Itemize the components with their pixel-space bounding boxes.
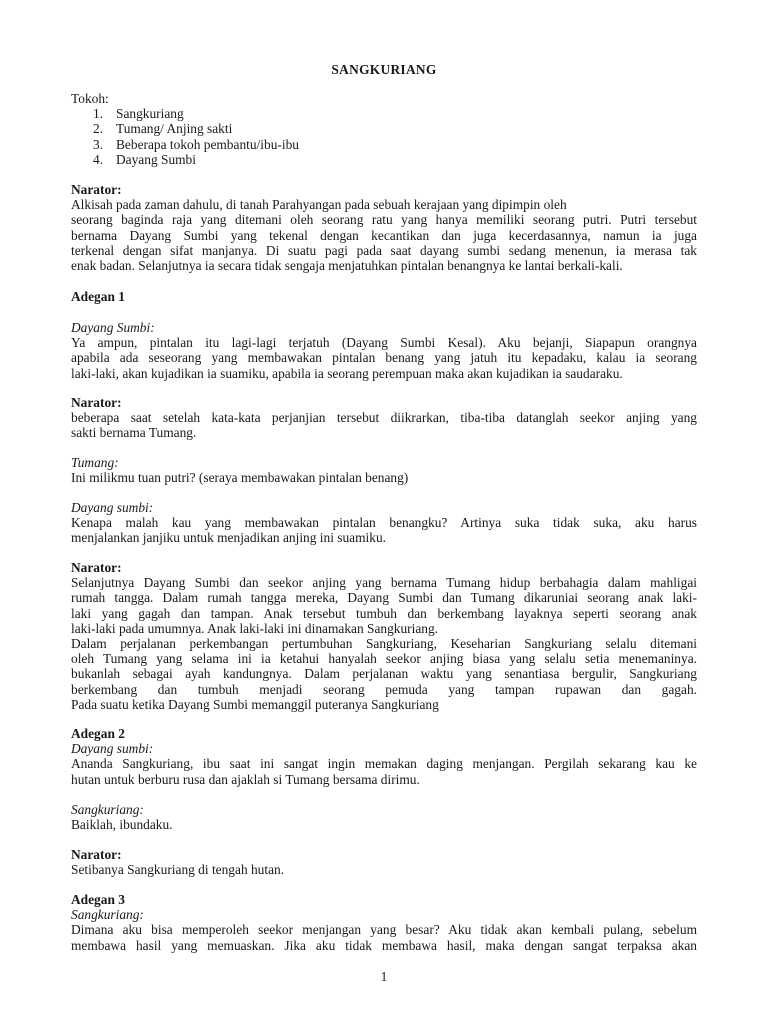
paragraph-line: seorang baginda raja yang ditemani oleh seorang ratu yang hanya memiliki seorang putri. Putri tersebut (71, 212, 697, 228)
paragraph-line: Ya ampun, pintalan itu lagi-lagi terjatuh (Dayang Sumbi Kesal). Aku bejanji, Siapapun orangnya (71, 335, 697, 351)
paragraph-line: Kenapa malah kau yang membawakan pintalan benangku? Artinya suka tidak suka, aku harus (71, 515, 697, 531)
dialogue-dayang-sumbi-2 (71, 500, 697, 546)
page-number: 1 (380, 969, 388, 984)
speaker-label: Dayang Sumbi: (71, 320, 155, 335)
narration-1 (71, 395, 697, 441)
paragraph-line: oleh Tumang yang selama ini ia ketahui hanyalah seekor anjing biasa yang selalu setia menemaninya. (71, 651, 697, 667)
narration-opening (71, 182, 697, 273)
dialogue-tumang-1 (71, 455, 697, 485)
list-item: 4. Dayang Sumbi (93, 151, 196, 167)
paragraph-line: bernama Dayang Sumbi yang tekenal dengan kecantikan dan juga kecerdasannya, namun ia juga (71, 227, 697, 243)
narration-3 (71, 847, 697, 877)
paragraph-line: bukanlah sebagai ayah kandungnya. Dalam perjalanan waktu yang senantiasa bergulir, Sangkuriang (71, 666, 697, 682)
scene-heading-1: Adegan 1 (71, 289, 125, 304)
speaker-label: Narator: (71, 847, 122, 862)
list-item: 1. Sangkuriang (93, 106, 184, 122)
paragraph-line: sakti bernama Tumang. (71, 425, 197, 441)
paragraph-line: Dalam perjalanan perkembangan pertumbuhan Sangkuriang, Keseharian Sangkuriang selalu ditemani (71, 635, 697, 651)
paragraph-line: laki-laki, akan kujadikan ia suamiku, apabila ia seorang perempuan maka akan kujadikan ia saudaraku. (71, 365, 623, 381)
scene-heading-3: Adegan 3 (71, 892, 125, 907)
speaker-label: Narator: (71, 395, 122, 410)
narration-2 (71, 560, 697, 712)
cast-list (71, 106, 697, 167)
paragraph-line: enak badan. Selanjutnya ia secara tidak sengaja menjatuhkan pintalan benangnya ke lantai berkali-kali. (71, 257, 623, 273)
speaker-label: Dayang sumbi: (71, 741, 154, 757)
paragraph-line: Ananda Sangkuriang, ibu saat ini sangat ingin memakan daging menjangan. Pergilah sekarang kau ke (71, 756, 697, 772)
paragraph-line: apabila ada seseorang yang membawakan pintalan benang yang jatuh itu kepadaku, kalau ia seorang (71, 350, 697, 366)
scene-2 (71, 726, 697, 787)
scene-heading-2: Adegan 2 (71, 726, 125, 741)
scene-3 (71, 892, 697, 953)
speaker-label: Sangkuriang: (71, 907, 144, 923)
paragraph-line: Baiklah, ibundaku. (71, 817, 173, 833)
paragraph-line: membawa hasil yang memuaskan. Jika aku tidak membawa hasil, maka dengan sangat terpaksa akan (71, 937, 697, 953)
paragraph-line: Alkisah pada zaman dahulu, di tanah Parahyangan pada sebuah kerajaan yang dipimpin oleh (71, 197, 567, 213)
paragraph-line: terkenal dengan sifat manjanya. Di suatu pagi pada saat dayang sumbi sedang menenun, ia merasa tak (71, 242, 697, 258)
dialogue-sangkuriang-1 (71, 802, 697, 832)
speaker-label: Sangkuriang: (71, 802, 144, 817)
cast-label: Tokoh: (71, 91, 109, 106)
cast-section (71, 91, 697, 167)
paragraph-line: Selanjutnya Dayang Sumbi dan seekor anjing yang bernama Tumang hidup berbahagia dalam mahligai (71, 575, 697, 591)
paragraph-line: rumah tangga. Dalam rumah tangga mereka, Dayang Sumbi dan Tumang dikaruniai seorang anak laki- (71, 590, 697, 606)
speaker-label: Tumang: (71, 455, 119, 470)
paragraph-line: berkembang dan tumbuh menjadi seorang pemuda yang tampan rupawan dan gagah. (71, 681, 697, 697)
document-page (71, 0, 697, 1024)
paragraph-line: laki-laki pada umumnya. Anak laki-laki ini dinamakan Sangkuriang. (71, 620, 439, 636)
speaker-label: Narator: (71, 560, 122, 575)
speaker-label: Dayang sumbi: (71, 500, 154, 515)
paragraph-line: Setibanya Sangkuriang di tengah hutan. (71, 862, 285, 878)
dialogue-dayang-sumbi-1 (71, 320, 697, 381)
document-title: SANGKURIANG (331, 62, 437, 77)
paragraph-line: hutan untuk berburu rusa dan ajaklah si Tumang bersama dirimu. (71, 771, 420, 787)
paragraph-line: menjalankan janjiku untuk menjadikan anjing ini suamiku. (71, 530, 386, 546)
list-item: 3. Beberapa tokoh pembantu/ibu-ibu (93, 136, 299, 152)
paragraph-line: Dimana aku bisa memperoleh seekor menjangan yang besar? Aku tidak akan kembali pulang, sebelum (71, 922, 697, 938)
paragraph-line: beberapa saat setelah kata-kata perjanjian tersebut diikrarkan, tiba-tiba datanglah seekor anjing yang (71, 410, 697, 426)
paragraph-line: laki yang gagah dan tampan. Anak tersebut tumbuh dan berkembang layaknya seperti seorang anak (71, 605, 697, 621)
list-item: 2. Tumang/ Anjing sakti (93, 121, 233, 137)
paragraph-line: Pada suatu ketika Dayang Sumbi memanggil puteranya Sangkuriang (71, 696, 439, 712)
paragraph-line: Ini milikmu tuan putri? (seraya membawakan pintalan benang) (71, 470, 409, 486)
speaker-label: Narator: (71, 182, 122, 197)
